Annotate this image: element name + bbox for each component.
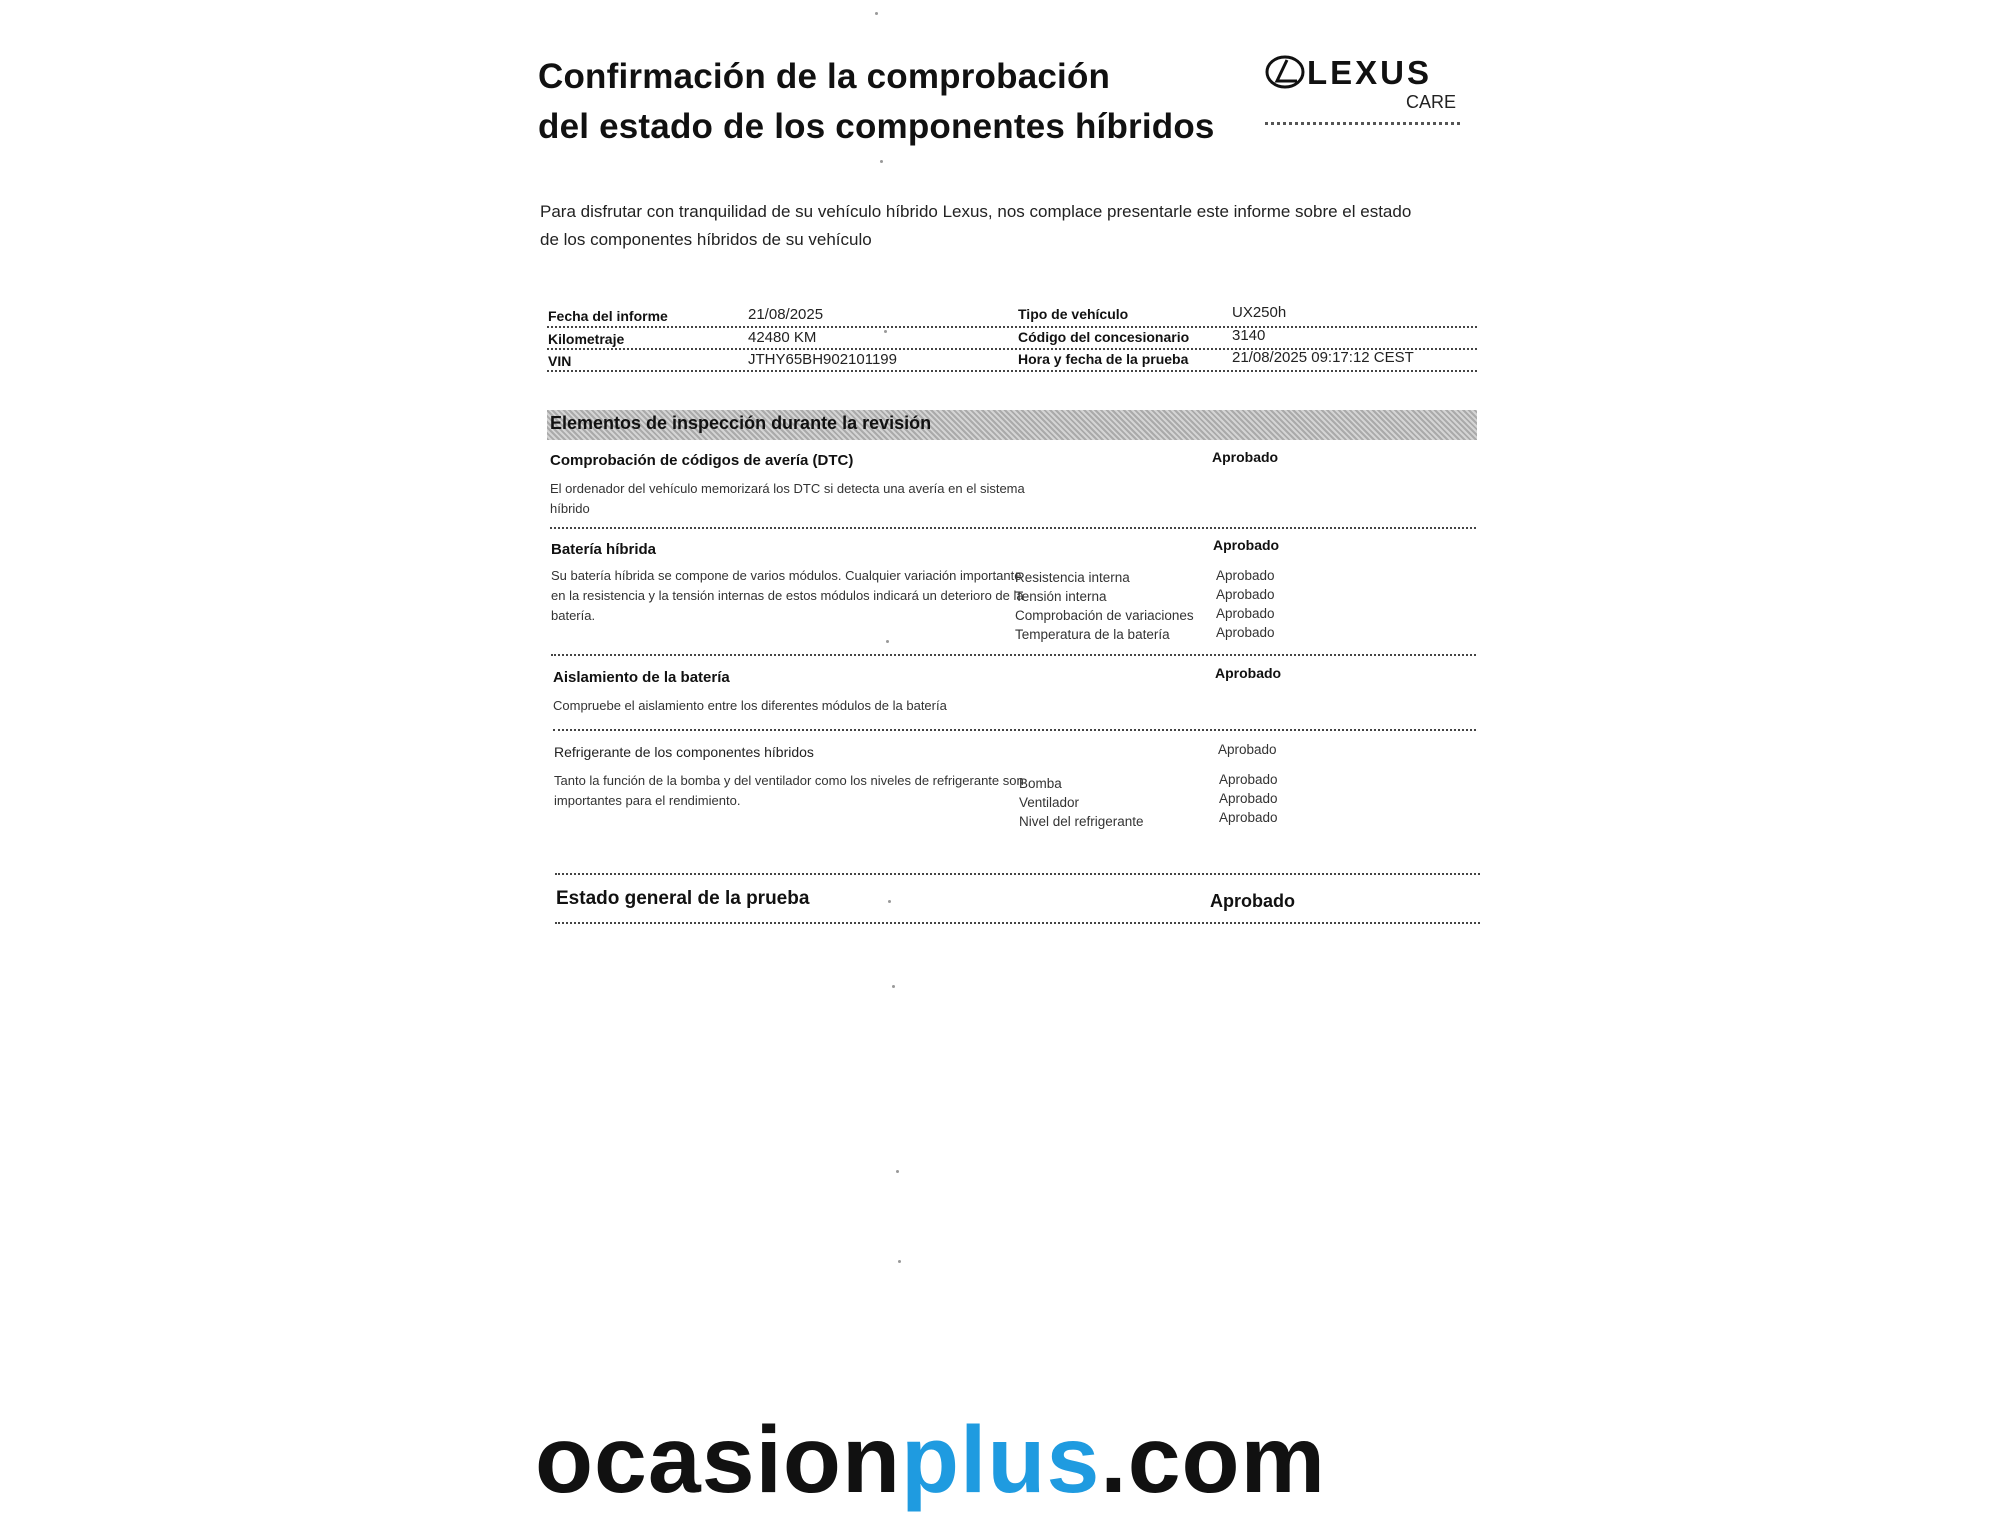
brand-part-ocasion: ocasion <box>535 1407 901 1513</box>
dtc-result: Aprobado <box>1212 449 1279 465</box>
bateria-title: Batería híbrida <box>551 541 657 558</box>
check-label: Nivel del refrigerante <box>1019 814 1144 829</box>
fecha-value: 21/08/2025 <box>748 306 824 323</box>
check-label: Temperatura de la batería <box>1015 627 1170 642</box>
ocasionplus-watermark <box>535 1407 1327 1513</box>
lexus-emblem-icon <box>1265 54 1305 90</box>
bateria-desc-line: en la resistencia y la tensión internas de estos módulos indicará un deterioro de la <box>551 588 1024 603</box>
dtc-desc-line: El ordenador del vehículo memorizará los DTC si detecta una avería en el sistema <box>550 481 1025 496</box>
logo-underline <box>1265 122 1460 125</box>
bateria-desc-line: Su batería híbrida se compone de varios módulos. Cualquier variación importante <box>551 568 1022 583</box>
overall-top-divider <box>555 873 1480 875</box>
dtc-title: Comprobación de códigos de avería (DTC) <box>550 452 854 469</box>
tipo-label: Tipo de vehículo <box>1018 306 1129 322</box>
bateria-result: Aprobado <box>1213 537 1280 553</box>
brand-part-com: .com <box>1100 1407 1327 1513</box>
refrigerante-result: Aprobado <box>1218 742 1277 757</box>
info-divider <box>547 370 1477 372</box>
check-value: Aprobado <box>1216 606 1275 621</box>
aislamiento-description: Compruebe el aislamiento entre los diferentes módulos de la batería <box>553 698 947 713</box>
codigo-value: 3140 <box>1232 327 1266 344</box>
refrigerante-desc-line: importantes para el rendimiento. <box>554 793 741 808</box>
refrigerante-title: Refrigerante de los componentes híbridos <box>554 744 814 760</box>
codigo-label: Código del concesionario <box>1018 329 1190 345</box>
check-label: Bomba <box>1019 776 1062 791</box>
check-value: Aprobado <box>1216 625 1275 640</box>
item-divider <box>553 729 1476 731</box>
overall-bottom-divider <box>555 922 1480 924</box>
refrigerante-checks-labels <box>1019 774 1144 831</box>
item-divider <box>550 527 1476 529</box>
bateria-description <box>551 566 1024 626</box>
aislamiento-title: Aislamiento de la batería <box>553 669 730 686</box>
lexus-care-logo <box>1265 52 1460 132</box>
info-divider <box>547 326 1477 328</box>
brand-part-plus: plus <box>901 1407 1101 1513</box>
intro-paragraph: Para disfrutar con tranquilidad de su vehículo híbrido Lexus, nos complace presentarle este informe sobre el estado de los componentes híbridos de su vehículo <box>540 202 1412 249</box>
bateria-desc-line: batería. <box>551 608 596 623</box>
tipo-value: UX250h <box>1232 304 1287 321</box>
km-value: 42480 KM <box>748 329 817 346</box>
document-title <box>538 52 1215 152</box>
refrigerante-checks-values <box>1219 770 1278 827</box>
refrigerante-description <box>554 771 1024 811</box>
overall-result: Aprobado <box>1210 891 1295 911</box>
lexus-wordmark: LEXUS <box>1307 54 1433 91</box>
aislamiento-result: Aprobado <box>1215 665 1282 681</box>
section-title: Elementos de inspección durante la revisión <box>550 413 932 433</box>
check-value: Aprobado <box>1219 791 1278 806</box>
bateria-checks-values <box>1216 566 1275 642</box>
item-divider <box>551 654 1476 656</box>
hora-value: 21/08/2025 09:17:12 CEST <box>1232 349 1414 366</box>
vin-label: VIN <box>548 353 572 369</box>
check-label: Comprobación de variaciones <box>1015 608 1194 623</box>
check-value: Aprobado <box>1216 587 1275 602</box>
dtc-desc-line: híbrido <box>550 501 590 516</box>
vin-value: JTHY65BH902101199 <box>748 351 897 368</box>
refrigerante-desc-line: Tanto la función de la bomba y del ventilador como los niveles de refrigerante son <box>554 773 1024 788</box>
dtc-description <box>550 479 1025 519</box>
overall-label: Estado general de la prueba <box>556 888 810 909</box>
care-label: CARE <box>1405 92 1456 112</box>
check-label: Ventilador <box>1019 795 1080 810</box>
bateria-checks-labels <box>1015 568 1194 644</box>
hora-label: Hora y fecha de la prueba <box>1018 351 1189 367</box>
check-value: Aprobado <box>1216 568 1275 583</box>
title-line-2: del estado de los componentes híbridos <box>538 107 1215 146</box>
check-label: Resistencia interna <box>1015 570 1130 585</box>
fecha-label: Fecha del informe <box>548 308 668 324</box>
check-label: Tensión interna <box>1015 589 1107 604</box>
check-value: Aprobado <box>1219 810 1278 825</box>
check-value: Aprobado <box>1219 772 1278 787</box>
km-label: Kilometraje <box>548 331 625 347</box>
title-line-1: Confirmación de la comprobación <box>538 57 1111 96</box>
